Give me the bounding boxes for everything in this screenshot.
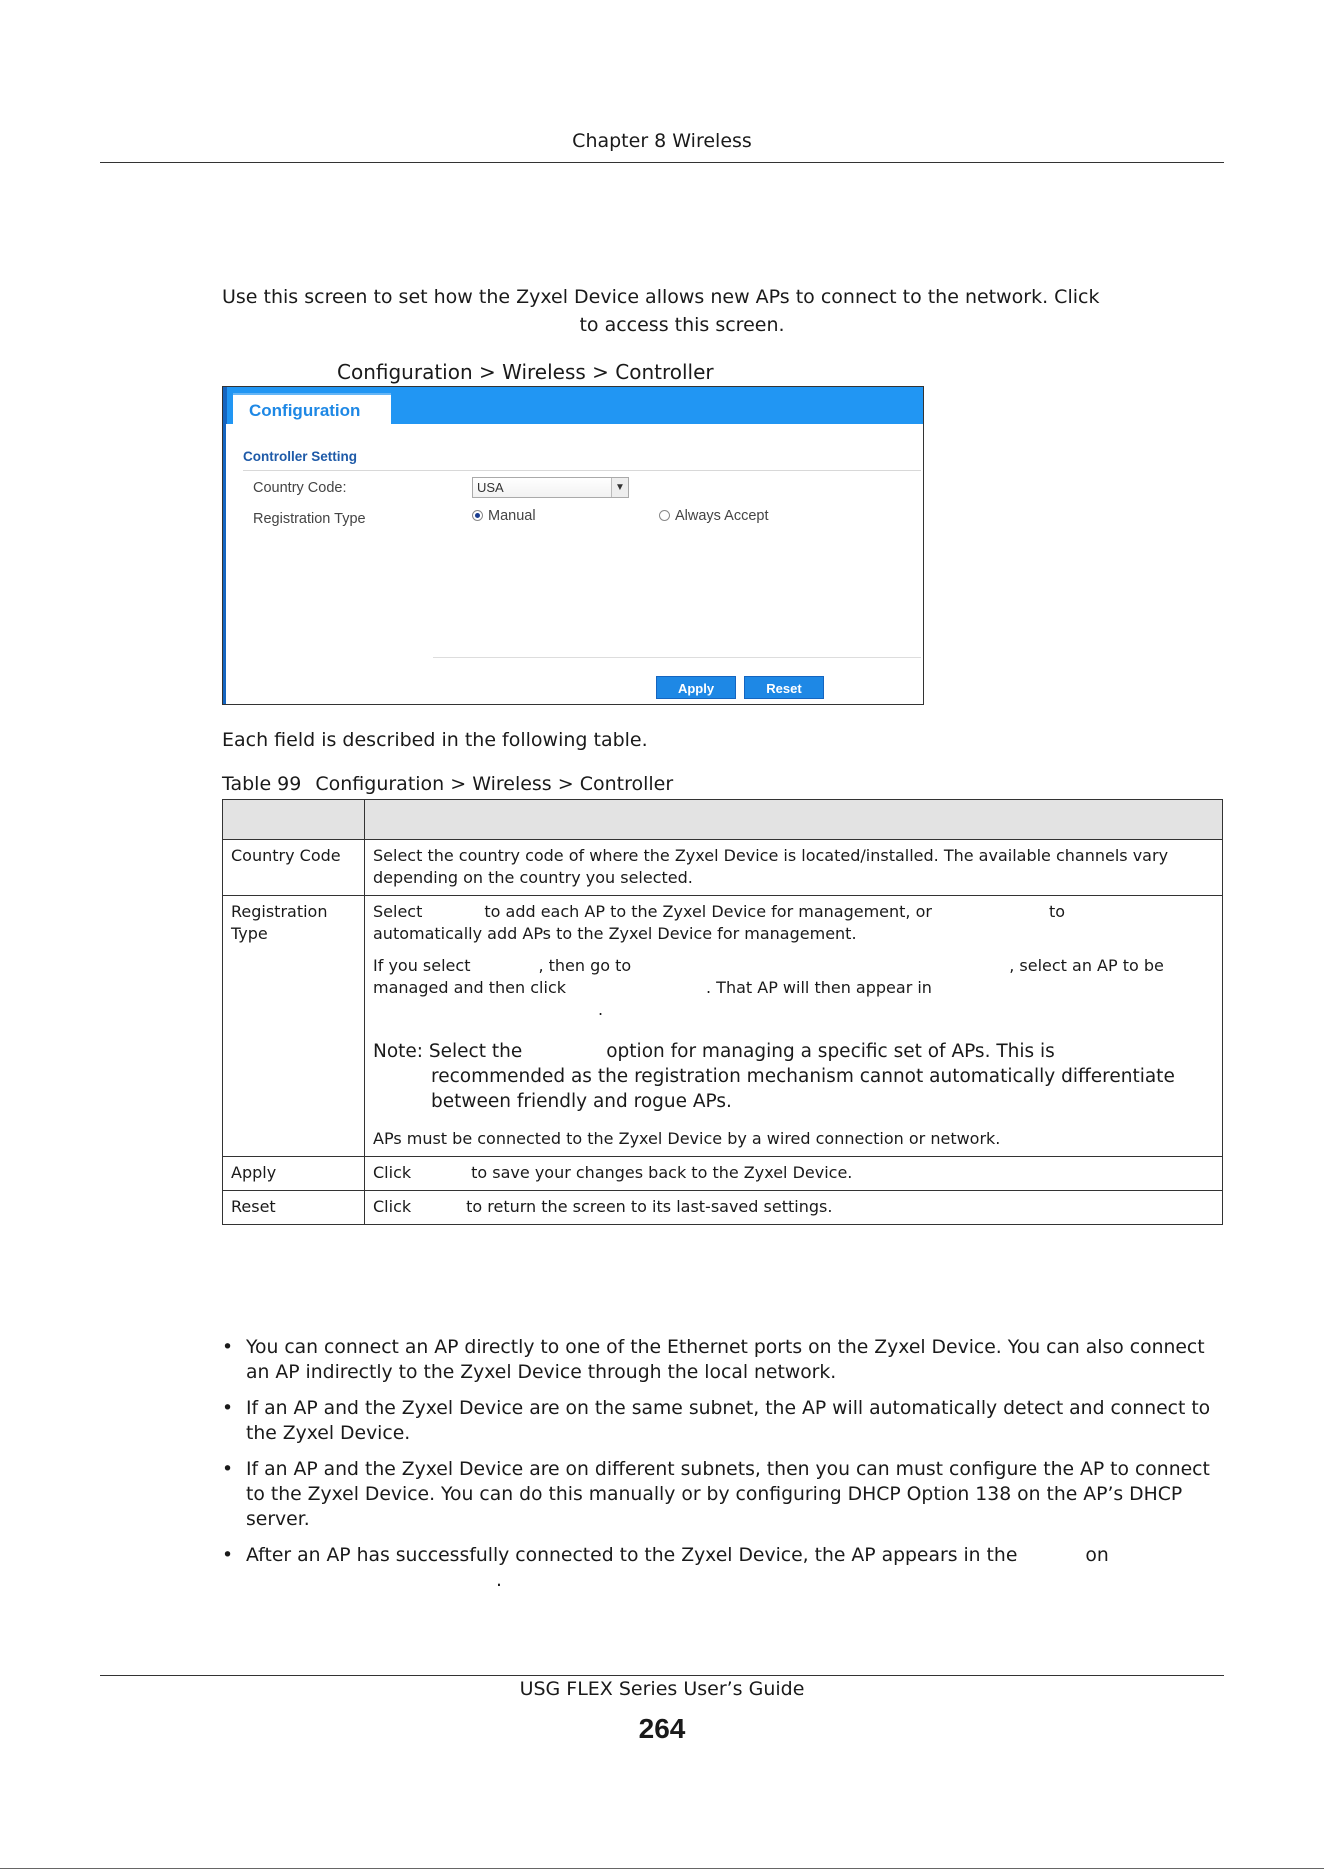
chevron-down-icon: ▼: [611, 478, 628, 497]
guide-title: USG FLEX Series User’s Guide: [519, 1678, 805, 1700]
radio-manual-label: Manual: [488, 508, 536, 524]
intro-line-2: to access this screen.: [579, 314, 785, 336]
registration-paragraph-2: [373, 955, 1214, 1021]
screenshot-left-border: [223, 424, 226, 704]
row-label-line-1: Registration: [231, 902, 328, 921]
bullet-list: [222, 1335, 1232, 1604]
text-run: .: [598, 1000, 604, 1019]
page-number: 264: [638, 1713, 686, 1744]
field-table: [222, 799, 1223, 1225]
text-run: , select an AP to be: [1009, 956, 1164, 975]
row-label: [223, 896, 365, 1157]
text-run: option for managing a specific set of APs. This is: [606, 1041, 1055, 1062]
text-run: If you select: [373, 956, 471, 975]
registration-paragraph-3: APs must be connected to the Zyxel Device by a wired connection or network.: [373, 1129, 1001, 1148]
text-run: . That AP will then appear in: [706, 978, 932, 997]
text-run: to add each AP to the Zyxel Device for management, or: [484, 902, 932, 921]
table-row: [223, 1191, 1223, 1225]
registration-note: [373, 1039, 1214, 1114]
text-run: to: [1048, 902, 1066, 921]
radio-always-accept-label: Always Accept: [675, 508, 769, 524]
row-description: [365, 1191, 1223, 1225]
figure-caption: Configuration > Wireless > Controller: [337, 360, 714, 384]
country-code-value: USA: [477, 480, 504, 495]
list-item: • If an AP and the Zyxel Device are on different subnets, then you can must configure the AP to connect to the Zyxel Device. You can do this manually or by configuring DHCP Option 138 on the AP’s DHCP server.: [222, 1457, 1232, 1532]
registration-paragraph-1: [373, 901, 1214, 945]
row-description: [365, 1157, 1223, 1191]
registration-type-label: Registration Type: [253, 511, 366, 527]
text-run: to save your changes back to the Zyxel Device.: [471, 1163, 853, 1182]
header-cell-description: [365, 800, 1223, 840]
country-code-select[interactable]: [472, 477, 629, 498]
header-rule: [100, 162, 1224, 163]
table-title: Configuration > Wireless > Controller: [315, 773, 674, 795]
text-run: recommended as the registration mechanism cannot automatically differentiate: [431, 1066, 1175, 1087]
country-code-label: Country Code:: [253, 480, 347, 496]
footer-rule: [100, 1675, 1224, 1676]
table-intro: Each field is described in the following table.: [222, 729, 648, 751]
row-description: Select the country code of where the Zyxel Device is located/installed. The available channels vary depending on the country you selected.: [365, 840, 1223, 896]
row-label: Country Code: [223, 840, 365, 896]
header-cell-label: [223, 800, 365, 840]
section-divider: [243, 470, 921, 471]
text-run: Click: [373, 1197, 412, 1216]
row-label: Apply: [223, 1157, 365, 1191]
radio-always-accept[interactable]: [659, 508, 769, 524]
table-caption: [222, 773, 687, 795]
text-run: to return the screen to its last-saved settings.: [466, 1197, 833, 1216]
text-run: between friendly and rogue APs.: [431, 1091, 732, 1112]
text-run: Click: [373, 1163, 412, 1182]
text-run: on: [1085, 1545, 1109, 1566]
text-run: managed and then click: [373, 978, 566, 997]
list-item: • You can connect an AP directly to one of the Ethernet ports on the Zyxel Device. You can also connect an AP indirectly to the Zyxel Device through the local network.: [222, 1335, 1232, 1385]
reset-button[interactable]: Reset: [744, 676, 824, 699]
text-run: After an AP has successfully connected to the Zyxel Device, the AP appears in the: [246, 1545, 1018, 1566]
radio-unselected-icon: [659, 510, 670, 521]
list-item: • If an AP and the Zyxel Device are on the same subnet, the AP will automatically detect and connect to the Zyxel Device.: [222, 1396, 1232, 1446]
intro-paragraph: [222, 283, 1142, 339]
table-header-row: [223, 800, 1223, 840]
footer-divider: [433, 657, 921, 658]
text-run: Note: Select the: [373, 1041, 523, 1062]
row-label: Reset: [223, 1191, 365, 1225]
text-run: .: [496, 1570, 502, 1591]
text-run: automatically add APs to the Zyxel Device for management.: [373, 924, 857, 943]
list-item: [222, 1543, 1232, 1593]
row-label-line-2: Type: [231, 924, 268, 943]
row-description: [365, 896, 1223, 1157]
tab-configuration[interactable]: Configuration: [233, 393, 391, 426]
section-title: Controller Setting: [243, 449, 357, 464]
intro-line-1: Use this screen to set how the Zyxel Device allows new APs to connect to the network. Click: [222, 286, 1100, 308]
page-edge-rule: [0, 1868, 1324, 1869]
text-run: Select: [373, 902, 423, 921]
text-run: , then go to: [538, 956, 632, 975]
table-row: [223, 840, 1223, 896]
radio-selected-icon: [472, 510, 483, 521]
controller-screenshot: [222, 386, 924, 705]
apply-button[interactable]: Apply: [656, 676, 736, 699]
table-row: [223, 896, 1223, 1157]
chapter-header: Chapter 8 Wireless: [572, 130, 752, 152]
radio-manual[interactable]: [472, 508, 536, 524]
table-row: [223, 1157, 1223, 1191]
table-number: Table 99: [222, 773, 302, 795]
